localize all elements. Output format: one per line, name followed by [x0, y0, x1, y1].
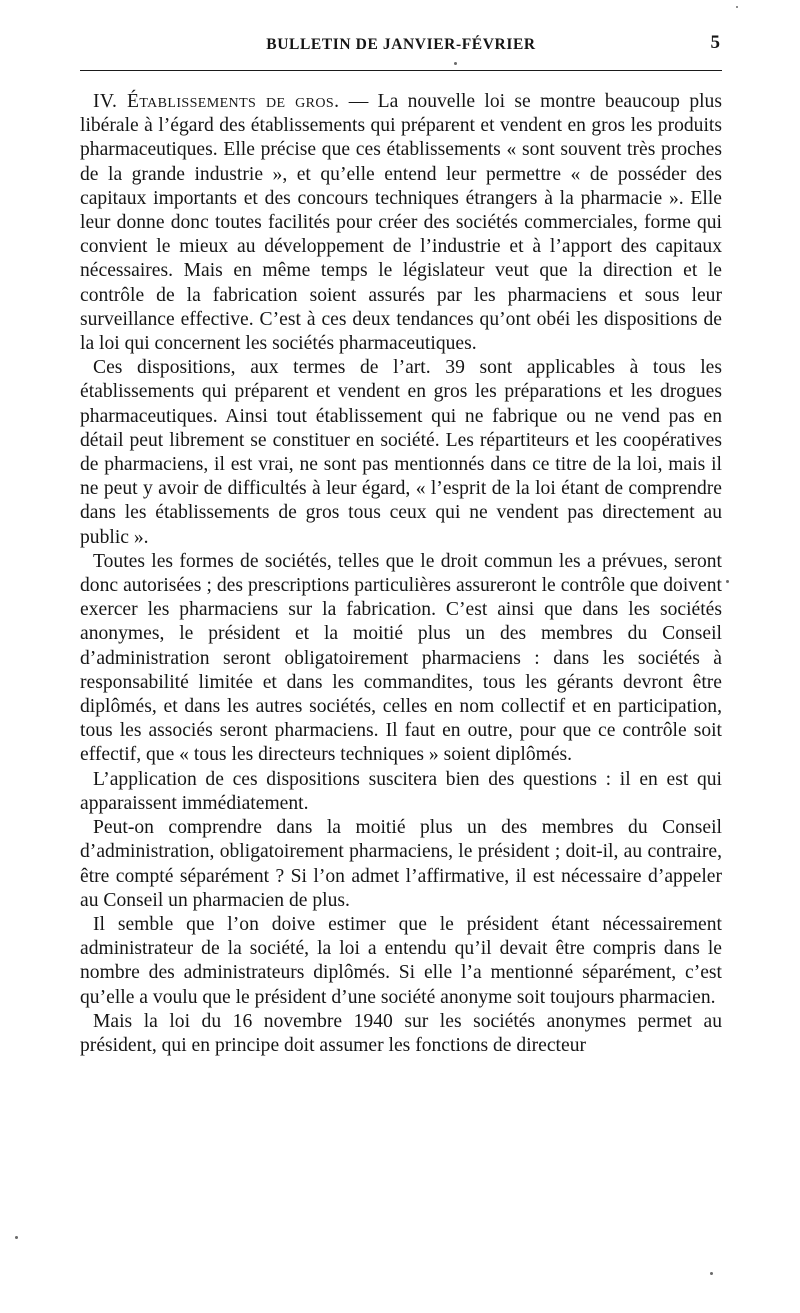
paragraph-text: — La nouvelle loi se montre beaucoup plus libérale à l’égard des établissements qui préparent et vendent en gros les produits pharmaceutiques. Elle précise que ces établissements « sont souvent très proches de la grande industrie », et qu’elle entend leur permettre « de posséder des capitaux importants et des concours techniques étrangers à la pharmacie ». Elle leur donne donc toutes facilités pour créer des sociétés commerciales, forme qui convient le mieux au développement de l’industrie et à l’apport des capitaux nécessaires. Mais en même temps le législateur veut que la direction et le contrôle de la fabrication soient assurés par les pharmaciens et sous leur surveillance effective. C’est à ces deux tendances qu’ont obéi les dispositions de la loi qui concernent les sociétés pharmaceutiques. [80, 91, 722, 355]
paragraph-etablissements-de-gros [80, 90, 722, 356]
scan-speck [726, 580, 729, 583]
scan-speck [710, 1272, 713, 1275]
paragraph-question-president: Peut-on comprendre dans la moitié plus un des membres du Conseil d’administration, obligatoirement pharmaciens, le président ; doit-il, au contraire, être compté séparément ? Si l’on admet l’affirmative, il est nécessaire d’appeler au Conseil un pharmacien de plus. [80, 817, 722, 911]
scan-speck [15, 1236, 18, 1239]
scan-speck [736, 6, 738, 8]
paragraph-loi-1940: Mais la loi du 16 novembre 1940 sur les sociétés anonymes permet au président, qui en principe doit assumer les fonctions de directeur [80, 1010, 722, 1056]
header-rule [80, 70, 722, 71]
running-title: BULLETIN DE JANVIER-FÉVRIER [266, 36, 536, 53]
paragraph-formes-de-societes: Toutes les formes de sociétés, telles que le droit commun les a prévues, seront donc autorisées ; des prescriptions particulières assureront le contrôle que doivent exercer les pharmaciens sur la fabrication. C’est ainsi que dans les sociétés anonymes, le président et la moitié plus un des membres du Conseil d’administration seront obligatoirement pharmaciens : dans les sociétés à responsabilité limitée et dans les commandites, tous les gérants devront être diplômés, et dans les autres sociétés, celles en nom collectif et en participation, tous les associés seront pharmaciens. Il faut en outre, pour que ce contrôle soit effectif, que « tous les directeurs techniques » soient diplômés. [80, 550, 722, 766]
section-heading: IV. Établissements de gros. [93, 91, 340, 112]
paragraph-application: L’application de ces dispositions suscitera bien des questions : il en est qui apparaissent immédiatement. [80, 768, 722, 814]
paragraph-estimation: Il semble que l’on doive estimer que le président étant nécessairement administrateur de la société, la loi a entendu qu’il devait être compris dans le nombre des administrateurs diplômés. Si elle l’a mentionné séparément, c’est qu’elle a voulu que le président d’une société anonyme soit toujours pharmacien. [80, 913, 722, 1008]
scan-speck [454, 62, 457, 65]
paragraph-dispositions: Ces dispositions, aux termes de l’art. 39 sont applicables à tous les établissements qui préparent et vendent en gros les préparations et les drogues pharmaceutiques. Ainsi tout établissement qui ne fabrique ou ne vend pas en détail peut librement se constituer en société. Les répartiteurs et les coopératives de pharmaciens, il est vrai, ne sont pas mentionnés dans ce titre de la loi, mais il ne peut y avoir de difficultés à leur égard, « l’esprit de la loi étant de comprendre dans les établissements de gros tous ceux qui ne vendent pas directement au public ». [80, 357, 722, 548]
running-header [80, 33, 722, 63]
page-number: 5 [710, 32, 720, 53]
body-text [80, 90, 722, 1058]
